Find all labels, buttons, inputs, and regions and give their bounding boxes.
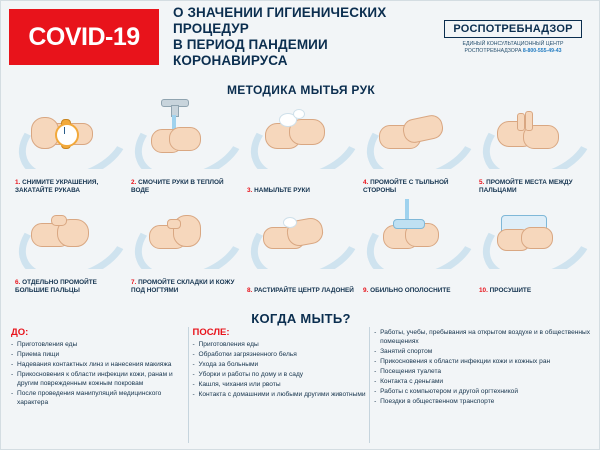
org-subtitle [463, 41, 564, 55]
org-phone: 8-800-555-49-43 [522, 47, 562, 54]
step-illustration-4 [359, 97, 475, 169]
column-after [193, 327, 367, 443]
step-number: 9. [363, 287, 369, 294]
step-text: СМОЧИТЕ РУКИ В ТЕПЛОЙ ВОДЕ [131, 179, 224, 194]
step-number: 10. [479, 287, 488, 294]
step-caption [247, 287, 355, 295]
column-divider [188, 327, 189, 443]
step-text: ОБИЛЬНО ОПОЛОСНИТЕ [370, 287, 451, 294]
step-caption [131, 279, 239, 295]
step-caption [15, 279, 123, 295]
step-text: РАСТИРАЙТЕ ЦЕНТР ЛАДОНЕЙ [254, 287, 354, 294]
extra-list [374, 329, 591, 407]
column-after-extra [374, 327, 591, 443]
step-number: 7. [131, 279, 137, 286]
step-item [11, 97, 127, 197]
finger-shape [517, 113, 525, 131]
org-sub-line2: РОСПОТРЕБНАДЗОРА [464, 47, 522, 54]
step-illustration-10 [475, 197, 591, 269]
step-caption [363, 179, 471, 195]
org-sub-line1: ЕДИНЫЙ КОНСУЛЬТАЦИОННЫЙ ЦЕНТР [462, 40, 564, 47]
soap-foam [293, 109, 305, 119]
after-list [193, 341, 367, 400]
list-item: - Приготовления еды [193, 341, 367, 350]
list-item: - Приготовления еды [11, 341, 185, 350]
list-item: - Уборки и работы по дому и в саду [193, 371, 367, 380]
thumb-shape [51, 215, 67, 226]
step-text: ПРОСУШИТЕ [489, 287, 532, 294]
step-number: 2. [131, 179, 137, 186]
watch-hand [64, 127, 65, 134]
step-text: ПРОМОЙТЕ СКЛАДКИ И КОЖУ ПОД НОГТЯМИ [131, 279, 235, 294]
step-text: ПРОМОЙТЕ МЕСТА МЕЖДУ ПАЛЬЦАМИ [479, 179, 573, 194]
step-text: СНИМИТЕ УКРАШЕНИЯ, ЗАКАТАЙТЕ РУКАВА [15, 179, 99, 194]
list-item: - Занятий спортом [374, 348, 591, 357]
step-item [359, 197, 475, 297]
watch-face [55, 123, 79, 147]
fingertips-shape [167, 219, 181, 229]
step-text: НАМЫЛЬТЕ РУКИ [254, 187, 310, 194]
step-item [127, 97, 243, 197]
list-item: - После проведения манипуляций медицинского характера [11, 390, 185, 407]
list-item: - Посещения туалета [374, 368, 591, 377]
step-item [243, 97, 359, 197]
column-before [11, 327, 185, 443]
section-title-when: КОГДА МЫТЬ? [251, 311, 351, 326]
steps-grid [11, 97, 591, 297]
list-item: - Кашля, чихания или рвоты [193, 381, 367, 390]
poster-header [9, 5, 593, 68]
step-item [127, 197, 243, 297]
step-text: ОТДЕЛЬНО ПРОМОЙТЕ БОЛЬШИЕ ПАЛЬЦЫ [15, 279, 97, 294]
step-illustration-5 [475, 97, 591, 169]
list-item: - Прикосновения к области инфекции кожи, ранам и другим поврежденным кожным покровам [11, 371, 185, 388]
step-item [475, 97, 591, 197]
list-item: - Работы с компьютером и другой оргтехникой [374, 388, 591, 397]
list-item: - Контакта с деньгами [374, 378, 591, 387]
section-title-method: МЕТОДИКА МЫТЬЯ РУК [227, 83, 375, 97]
poster-title [159, 5, 433, 68]
step-item [243, 197, 359, 297]
list-item: - Контакта с домашними и любыми другими животными [193, 391, 367, 400]
step-caption [131, 179, 239, 195]
step-number: 6. [15, 279, 21, 286]
list-item: - Прикосновения к области инфекции кожи и кожных ран [374, 358, 591, 367]
step-caption [247, 187, 355, 195]
step-text: ПРОМОЙТЕ С ТЫЛЬНОЙ СТОРОНЫ [363, 179, 449, 194]
list-item: - Обработки загрязненного белья [193, 351, 367, 360]
step-number: 3. [247, 187, 253, 194]
finger-shape [525, 111, 533, 131]
step-item [359, 97, 475, 197]
step-caption [15, 179, 123, 195]
step-illustration-9 [359, 197, 475, 269]
column-divider [369, 327, 370, 443]
list-item: - Надевания контактных линз и нанесения макияжа [11, 361, 185, 370]
list-item: - Приема пищи [11, 351, 185, 360]
step-number: 5. [479, 179, 485, 186]
step-illustration-8 [243, 197, 359, 269]
hand-shape [521, 227, 553, 249]
water-stream [405, 199, 409, 219]
step-illustration-6 [11, 197, 127, 269]
step-illustration-7 [127, 197, 243, 269]
step-number: 1. [15, 179, 21, 186]
list-item: - Работы, учебы, пребывания на открытом воздухе и в общественных помещениях [374, 329, 591, 346]
org-name: РОСПОТРЕБНАДЗОР [444, 20, 581, 38]
column-after-heading: ПОСЛЕ: [192, 327, 230, 338]
when-columns [11, 327, 591, 443]
step-number: 4. [363, 179, 369, 186]
step-item [11, 197, 127, 297]
step-number: 8. [247, 287, 253, 294]
rospotrebnadzor-logo [433, 9, 593, 65]
poster-title-line2: В ПЕРИОД ПАНДЕМИИ КОРОНАВИРУСА [173, 37, 328, 68]
soap-foam [283, 217, 297, 228]
covid-badge: COVID-19 [9, 9, 159, 65]
step-item [475, 197, 591, 297]
step-caption [363, 287, 471, 295]
step-caption [479, 287, 587, 295]
step-illustration-3 [243, 97, 359, 169]
step-illustration-2 [127, 97, 243, 169]
step-illustration-1 [11, 97, 127, 169]
column-before-heading: ДО: [11, 327, 29, 338]
list-item: - Ухода за больными [193, 361, 367, 370]
water-splash [393, 219, 425, 229]
poster-title-line1: О ЗНАЧЕНИИ ГИГИЕНИЧЕСКИХ ПРОЦЕДУР [173, 5, 387, 36]
list-item: - Поездки в общественном транспорте [374, 398, 591, 407]
hand-shape [169, 127, 201, 151]
step-caption [479, 179, 587, 195]
before-list [11, 341, 185, 407]
